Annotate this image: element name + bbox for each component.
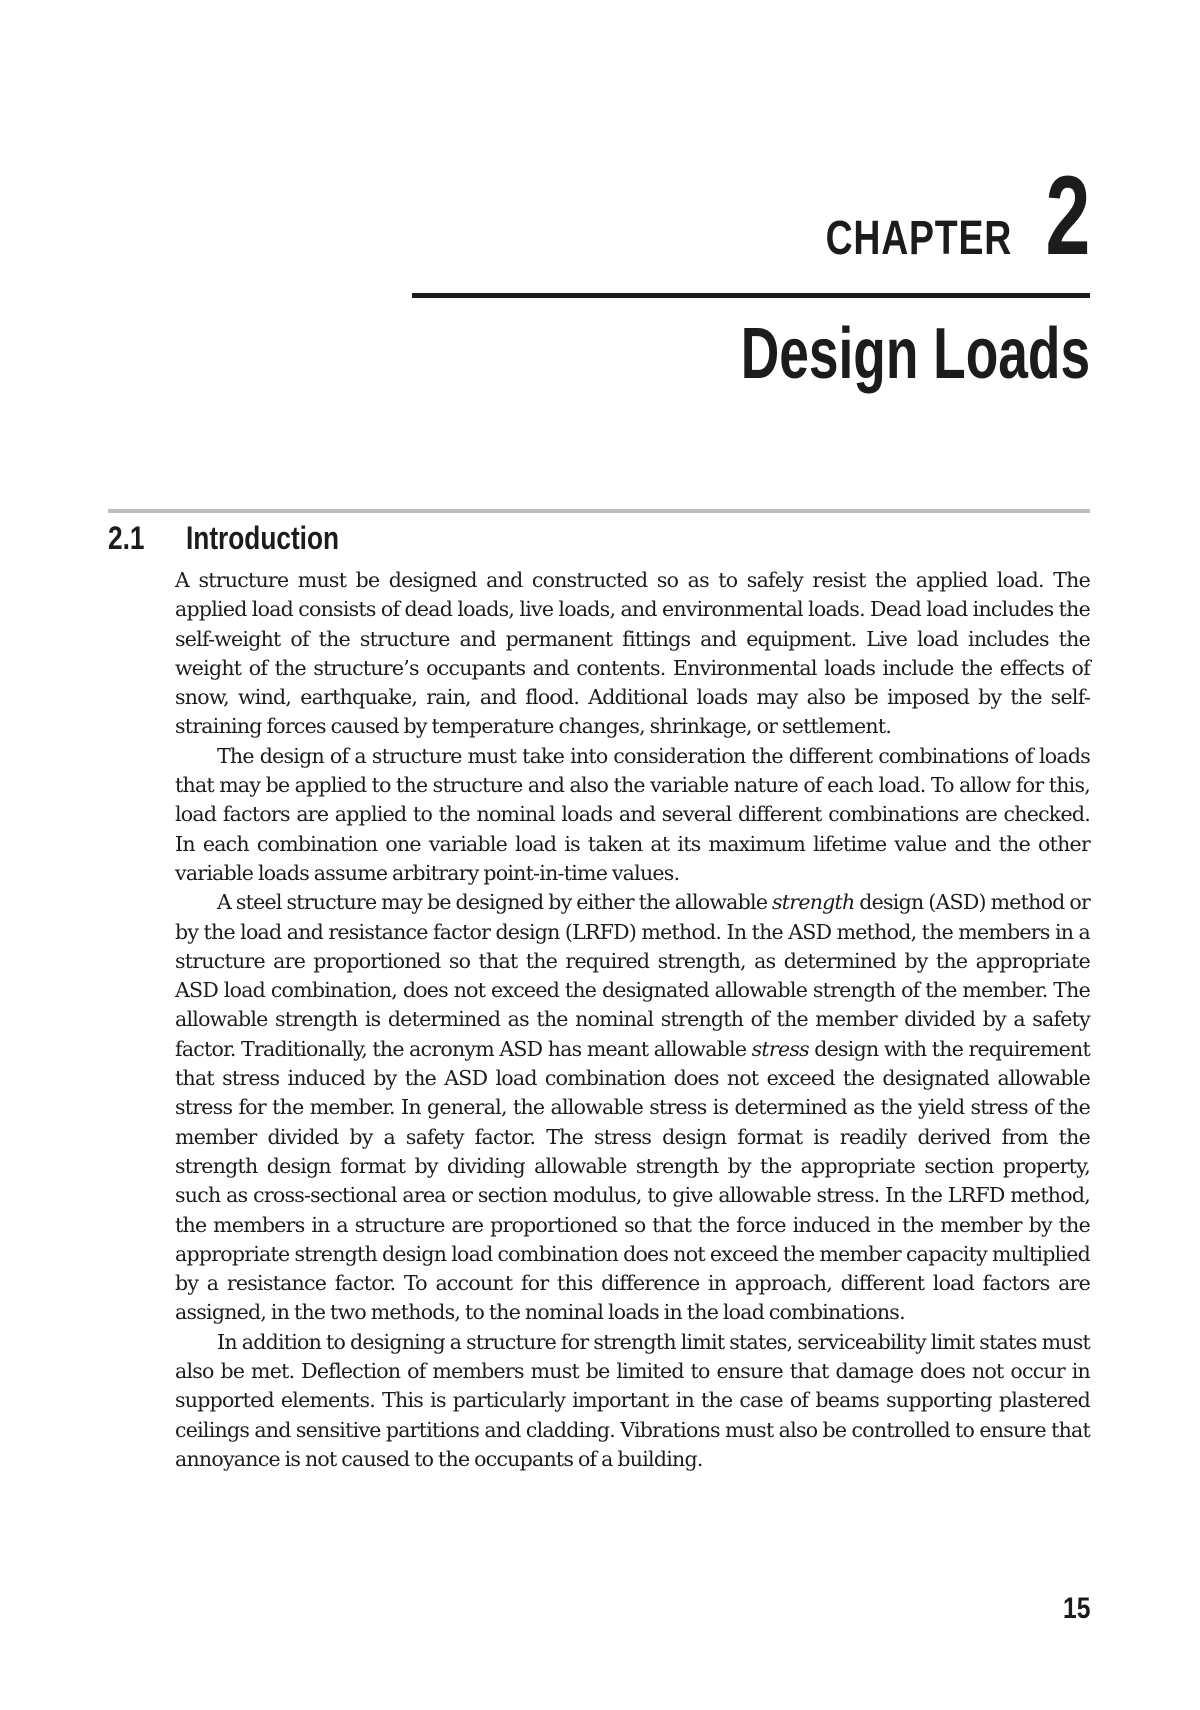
section-title: Introduction (186, 520, 340, 556)
paragraph-4: In addition to designing a structure for strength limit states, serviceability limit states must also be met. Deflection of members must be limited to ensure that damage does not occur in supported elements. This is particularly important in the case of beams supporting plastered ceilings and sensitive partitions and cladding. Vibrations must also be controlled to ensure that annoyance is not caused to the occupants of a building. (175, 1329, 1090, 1471)
paragraph-3 (175, 888, 1090, 1327)
paragraph-1: A structure must be designed and constructed so as to safely resist the applied load. The applied load consists of dead loads, live loads, and environmental loads. Dead load includes the self-weight of the structure and permanent fittings and equipment. Live load includes the weight of the structure’s occupants and contents. Environmental loads include the effects of snow, wind, earthquake, rain, and flood. Additional loads may also be imposed by the self-straining forces caused by temperature changes, shrinkage, or settlement. (175, 568, 1090, 739)
section-number: 2.1 (108, 520, 145, 556)
paragraph-2: The design of a structure must take into consideration the different combinations of loads that may be applied to the structure and also the variable nature of each load. To allow for this, load factors are applied to the nominal loads and several different combinations are checked. In each combination one variable load is taken at its maximum lifetime value and the other variable loads assume arbitrary point-in-time values. (175, 743, 1090, 885)
chapter-number: 2 (1045, 153, 1090, 278)
chapter-title-text: Design Loads (740, 314, 1090, 394)
chapter-rule (412, 293, 1090, 298)
paragraph-3-text-a: A steel structure may be designed by either the allowable (217, 890, 773, 915)
paragraph-3-text-b: design (ASD) method or by the load and resistance factor design (LRFD) method. In the ASD method, the members in a structure are proportioned so that the required strength, as determined by the appropriate ASD load combination, does not exceed the designated allowable strength of the member. The allowable strength is determined as the nominal strength of the member divided by a safety factor. Traditionally, the acronym ASD has meant allowable (175, 890, 1090, 1061)
paragraph-3-emphasis-strength: strength (772, 890, 855, 915)
section-heading (108, 522, 373, 554)
section-body (175, 566, 1090, 1474)
page-number-text: 15 (1062, 1592, 1090, 1625)
paragraph-3-emphasis-stress: stress (751, 1036, 809, 1061)
section-rule (108, 509, 1090, 513)
chapter-heading (412, 153, 1090, 278)
chapter-label: CHAPTER (825, 212, 1012, 265)
paragraph-3-text-c: design with the requirement that stress induced by the ASD load combination does not exceed the designated allowable stress for the member. In general, the allowable stress is determined as the yield stress of the member divided by a safety factor. The stress design format is readily derived from the strength design format by dividing allowable strength by the appropriate section property, such as cross-sectional area or section modulus, to give allowable stress. In the LRFD method, the members in a structure are proportioned so that the force induced in the member by the appropriate strength design load combination does not exceed the member capacity multiplied by a resistance factor. To account for this difference in approach, different load factors are assigned, in the two methods, to the nominal loads in the load combinations. (175, 1036, 1090, 1325)
chapter-title (412, 314, 1090, 394)
page-number (1057, 1594, 1090, 1624)
